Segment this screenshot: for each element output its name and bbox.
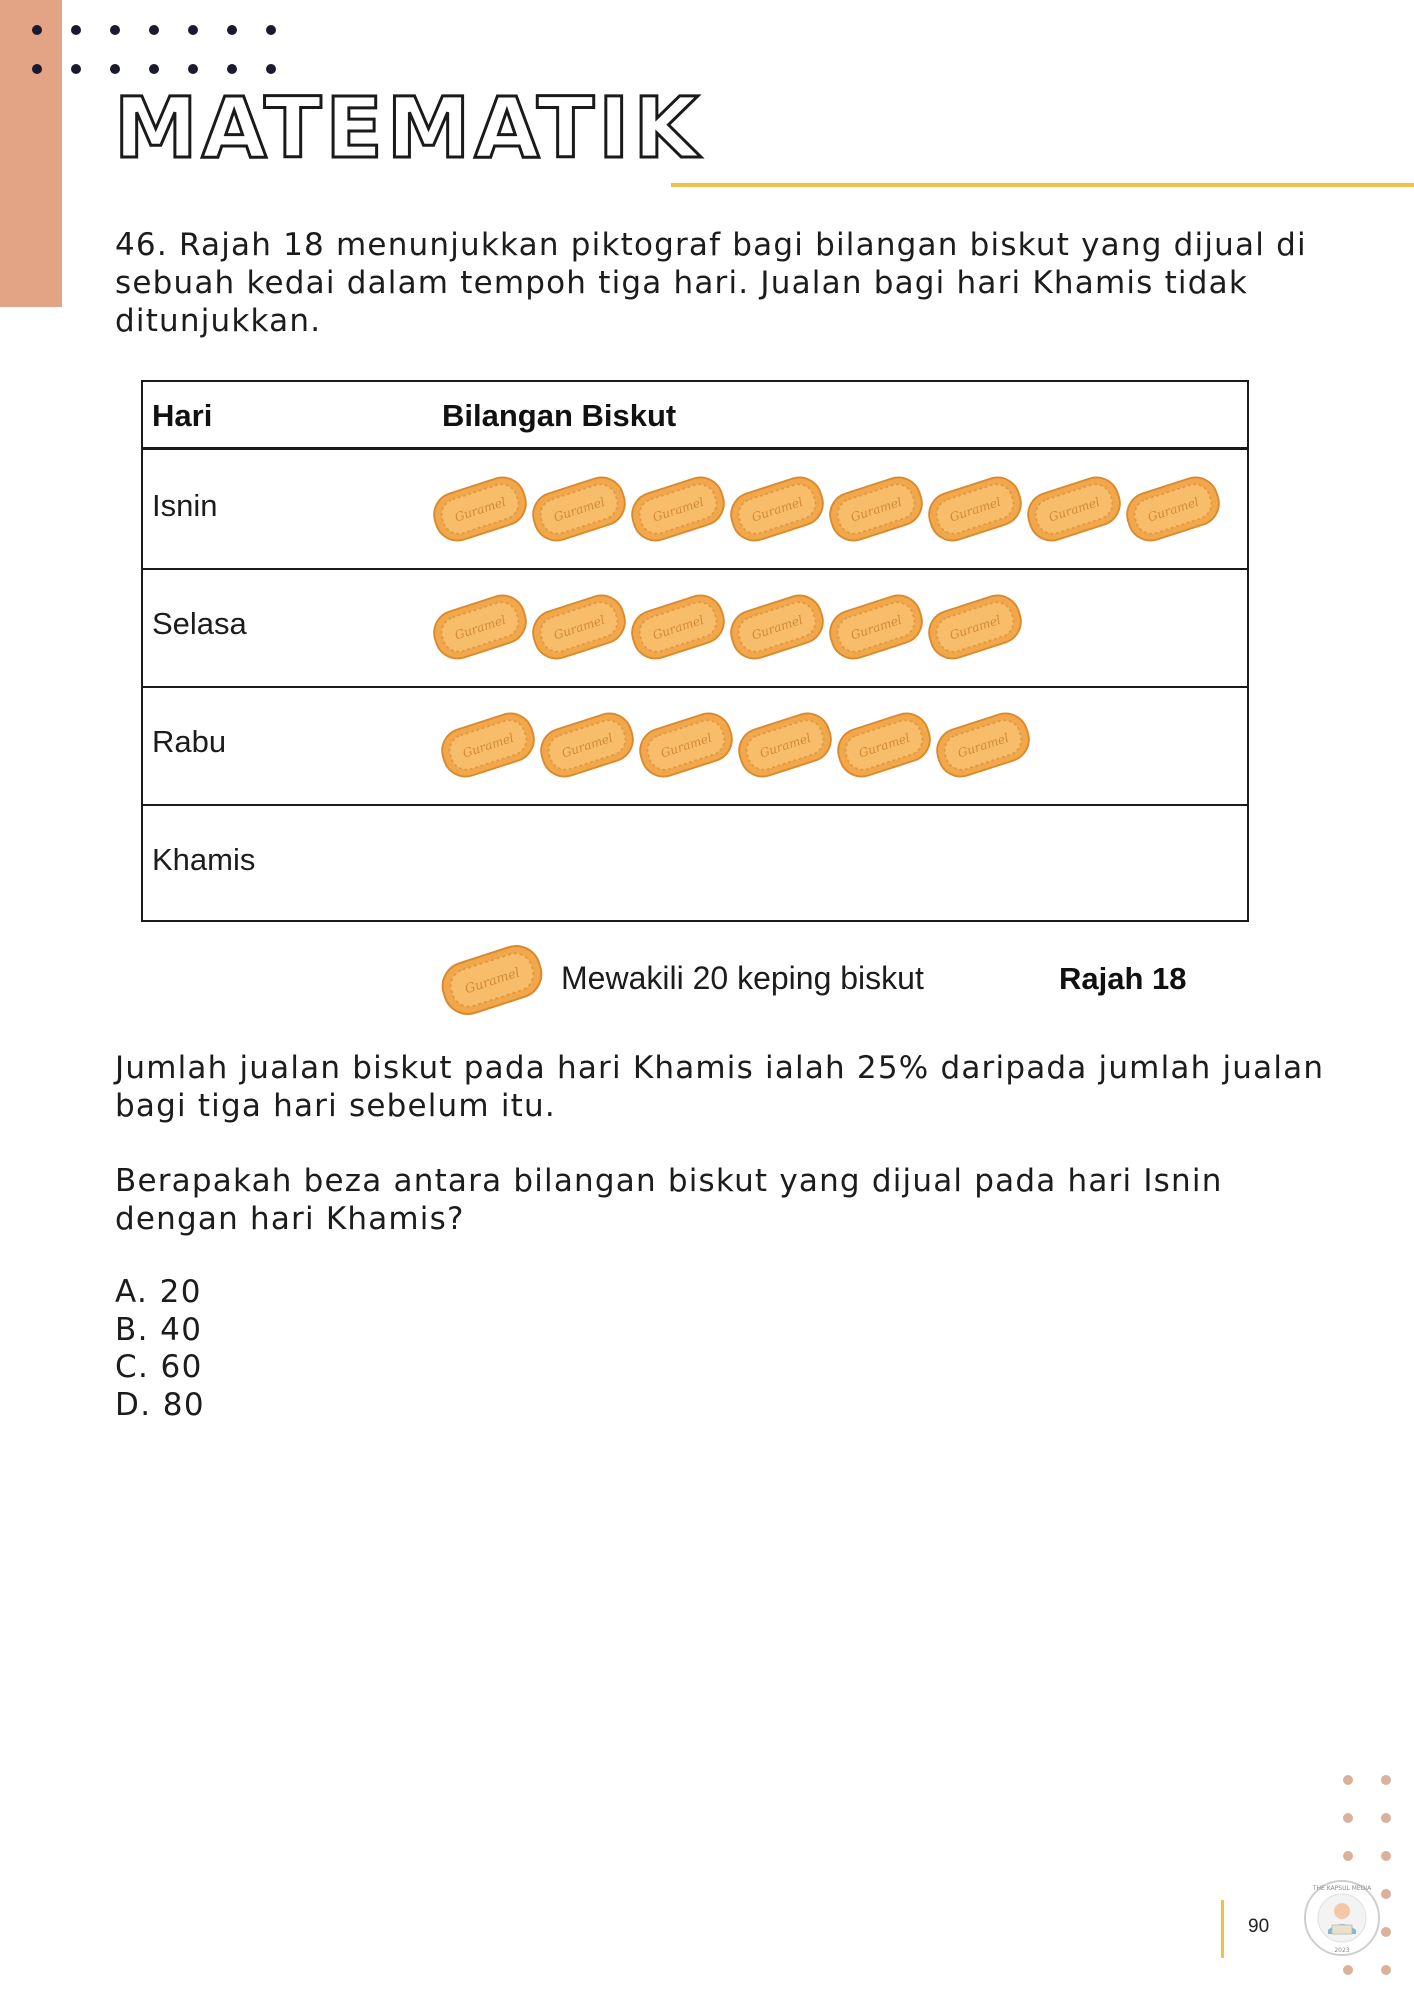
page-title: MATEMATIK (114, 79, 703, 177)
pictograph-header (143, 382, 1247, 450)
biscuit-text: Guramel (955, 730, 1011, 761)
biscuit-icon (1022, 468, 1126, 550)
option-d[interactable]: D. 80 (115, 1386, 206, 1423)
biscuit-icon (626, 468, 730, 550)
biscuit-text: Guramel (460, 730, 516, 761)
decorative-dots-top (26, 20, 286, 80)
biscuit-text: Guramel (947, 612, 1003, 643)
page-number: 90 (1248, 1916, 1270, 1937)
biscuit-icon (824, 586, 928, 668)
pictograph-row (143, 450, 1247, 568)
biscuit-icon (527, 468, 631, 550)
biscuit-text: Guramel (757, 730, 813, 761)
biscuit-icon (626, 586, 730, 668)
answer-options (115, 1274, 205, 1424)
biscuit-text: Guramel (551, 612, 607, 643)
biscuit-icon (725, 586, 829, 668)
row-day-label: Khamis (152, 842, 256, 877)
option-a[interactable]: A. 20 (115, 1274, 202, 1310)
biscuit-text: Guramel (551, 494, 607, 525)
biscuit-icon (923, 586, 1027, 668)
biscuit-icon (436, 704, 540, 786)
biscuit-icon (832, 704, 936, 786)
biscuit-icon (428, 586, 532, 668)
biscuit-text: Guramel (658, 730, 714, 761)
row-day-label: Isnin (152, 488, 218, 523)
biscuit-icon (527, 586, 631, 668)
biscuit-text: Guramel (452, 494, 508, 525)
svg-text:2023: 2023 (1334, 1947, 1350, 1954)
biscuit-text: Guramel (749, 612, 805, 643)
biscuit-icon (428, 468, 532, 550)
biscuit-text: Guramel (848, 494, 904, 525)
header-count: Bilangan Biskut (442, 398, 677, 433)
biscuit-text: Guramel (650, 612, 706, 643)
header-divider (671, 183, 1414, 187)
option-c[interactable]: C. 60 (115, 1349, 203, 1385)
biscuit-text: Guramel (856, 730, 912, 761)
key-text: Mewakili 20 keping biskut (561, 960, 924, 996)
biscuit-text: Guramel (559, 730, 615, 761)
row-day-label: Rabu (152, 724, 227, 759)
biscuit-text: Guramel (650, 494, 706, 525)
biscuit-text: Guramel (452, 612, 508, 643)
pictograph-table (141, 380, 1249, 922)
key-icon-holder (436, 940, 548, 1020)
footer-divider (1221, 1900, 1224, 1958)
biscuit-text: Guramel (463, 965, 522, 998)
biscuit-icon (733, 704, 837, 786)
pictograph-row (143, 686, 1247, 804)
option-b[interactable]: B. 40 (115, 1311, 203, 1348)
biscuit-icon (931, 704, 1035, 786)
pictograph-row (143, 804, 1247, 922)
biscuit-text: Guramel (947, 494, 1003, 525)
biscuit-icon (725, 468, 829, 550)
paragraph-question: Berapakah beza antara bilangan biskut yang dijual pada hari Isnin dengan hari Khamis? (115, 1163, 1223, 1237)
question-text: 46. Rajah 18 menunjukkan piktograf bagi bilangan biskut yang dijual di sebuah kedai dalam tempoh tiga hari. Jualan bagi hari Khamis tidak ditunjukkan. (115, 227, 1307, 339)
biscuit-text: Guramel (848, 612, 904, 643)
figure-label: Rajah 18 (1059, 961, 1187, 996)
biscuit-text: Guramel (1145, 494, 1201, 525)
biscuit-icon (1121, 468, 1225, 550)
row-day-label: Selasa (152, 606, 247, 641)
paragraph-condition: Jumlah jualan biskut pada hari Khamis ialah 25% daripada jumlah jualan bagi tiga hari sebelum itu. (115, 1050, 1325, 1124)
biscuit-icon (824, 468, 928, 550)
publisher-logo-icon (1302, 1878, 1382, 1958)
svg-text:THE KAPSUL MEDIA: THE KAPSUL MEDIA (1312, 1885, 1372, 1892)
biscuit-icon (535, 704, 639, 786)
biscuit-text: Guramel (749, 494, 805, 525)
biscuit-icon (436, 940, 548, 1020)
biscuit-icon (923, 468, 1027, 550)
header-day: Hari (152, 398, 213, 433)
biscuit-text: Guramel (1046, 494, 1102, 525)
pictograph-row (143, 568, 1247, 686)
biscuit-icon (634, 704, 738, 786)
